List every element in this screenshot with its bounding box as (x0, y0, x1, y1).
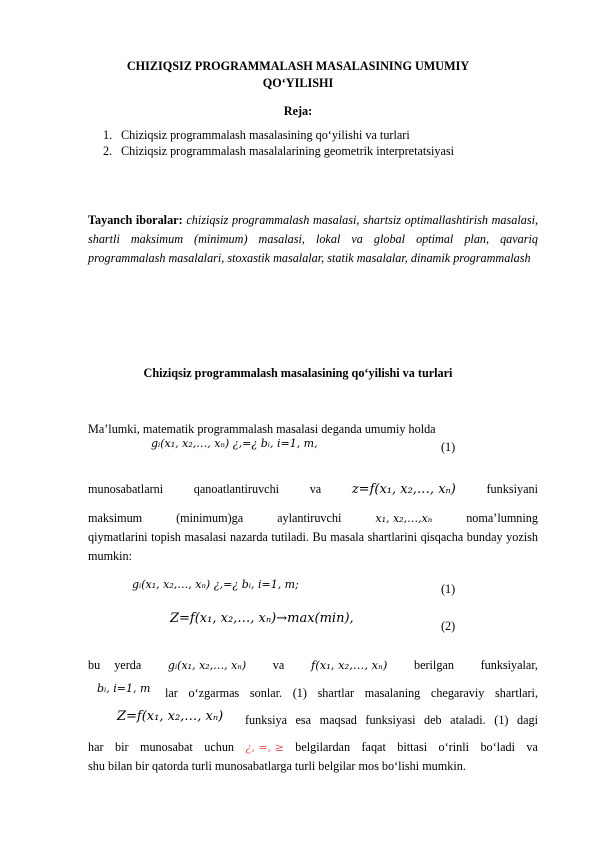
plan-item-text: Chiziqsiz programmalash masalalarining geometrik interpretatsiyasi (121, 144, 455, 158)
formula-text: gᵢ(x₁, x₂,…, xₙ) ¿,=¿ bᵢ, i=1, m, (151, 437, 318, 450)
paragraph-line-where (88, 656, 538, 675)
word: funksiyalar, (480, 658, 538, 672)
section-heading: Chiziqsiz programmalash masalasining qo‘yilishi va turlari (143, 366, 453, 380)
word: munosabat (139, 740, 193, 754)
equation-number-2: (2) (441, 619, 456, 633)
equation-number-1: (1) (441, 440, 456, 454)
paragraph-line-z: funksiya esa maqsad funksiyasi deb ataladi. (1) dagi (245, 713, 538, 727)
paragraph-line-b: lar o‘zgarmas sonlar. (1) shartlar masalaning chegaraviy shartlari, (165, 686, 538, 700)
plan-item-2 (103, 143, 454, 159)
formula-variables: x₁, x₂,…,xₙ (375, 512, 433, 525)
word: o‘rinli (438, 740, 469, 754)
document-title-line-2: QO‘YILISHI (262, 76, 334, 90)
plan-item-number: 2. (103, 144, 113, 158)
formula-z-inline: Z=f(x₁, x₂,…, xₙ) (117, 709, 224, 724)
word: va (272, 658, 285, 672)
word: funksiyani (486, 482, 538, 496)
plan-item-number: 1. (103, 128, 113, 142)
word: bo‘ladi (480, 740, 515, 754)
word: bir (115, 740, 129, 754)
word: aylantiruvchi (277, 511, 342, 525)
paragraph-line-maximum (88, 509, 538, 528)
word-group (88, 656, 141, 675)
formula-g-inline: gᵢ(x₁, x₂,…, xₙ) (167, 659, 247, 672)
formula-objective: Z=f(x₁, x₂,…, xₙ)→max(min), (170, 611, 354, 626)
word: munosabatlarni (88, 482, 164, 496)
document-title-line-1: CHIZIQSIZ PROGRAMMALASH MASALASINING UMUMIY (126, 59, 470, 73)
plan-item-text: Chiziqsiz programmalash masalasining qo‘yilishi va turlari (121, 128, 410, 142)
paragraph-rest: qiymatlarini topish masalasi nazarda tutiladi. Bu masala shartlarini qisqacha bunday yozish mumkin: (88, 530, 538, 563)
plan-item-1 (103, 127, 410, 143)
word: va (309, 482, 322, 496)
keywords-label: Tayanch iboralar: (88, 213, 183, 227)
word: bu (88, 658, 101, 672)
word: qanoatlantiruvchi (193, 482, 280, 496)
formula-f-inline: f(x₁, x₂,…, xₙ) (310, 658, 388, 672)
formula-constraints-1 (151, 437, 318, 450)
formula-b-inline: bᵢ, i=1, m (97, 682, 151, 695)
equation-number-1b: (1) (441, 582, 456, 596)
paragraph-line-functions (88, 480, 538, 499)
word: belgilardan (295, 740, 351, 754)
plan-heading: Reja: (283, 104, 313, 118)
word: berilgan (413, 658, 454, 672)
keywords-paragraph (88, 211, 538, 268)
word: va (526, 740, 538, 754)
word: (minimum)ga (176, 511, 244, 525)
word: noma’lumning (466, 511, 538, 525)
paragraph-intro: Ma’lumki, matematik programmalash masalasi deganda umumiy holda (88, 422, 436, 436)
keywords-text: chiziqsiz programmalash masalasi, shartsiz optimallashtirish masalasi, shartli maksimum (minimum) masalasi, lokal va global optimal plan, qavariq programmalash masalalari, stoxastik masalalar, statik masalalar, dinamik programmalash (88, 213, 539, 265)
word: yerda (114, 658, 142, 672)
word: maksimum (88, 511, 143, 525)
word: uchun (204, 740, 235, 754)
word: faqat (361, 740, 386, 754)
word: bittasi (397, 740, 428, 754)
paragraph-last-line: shu bilan bir qatorda turli munosabatlarga turli belgilar mos bo‘lishi mumkin. (88, 759, 466, 773)
formula-signs (245, 738, 283, 757)
formula-objective-inline: z=f(x₁, x₂,…, xₙ) (351, 482, 456, 497)
formula-constraints-system: gᵢ(x₁, x₂,…, xₙ) ¿,=¿ bᵢ, i=1, m; (132, 578, 299, 591)
paragraph-line-signs (88, 738, 538, 757)
word: har (88, 740, 104, 754)
formula-signs-text: ¿, =, ≥ (245, 741, 284, 754)
